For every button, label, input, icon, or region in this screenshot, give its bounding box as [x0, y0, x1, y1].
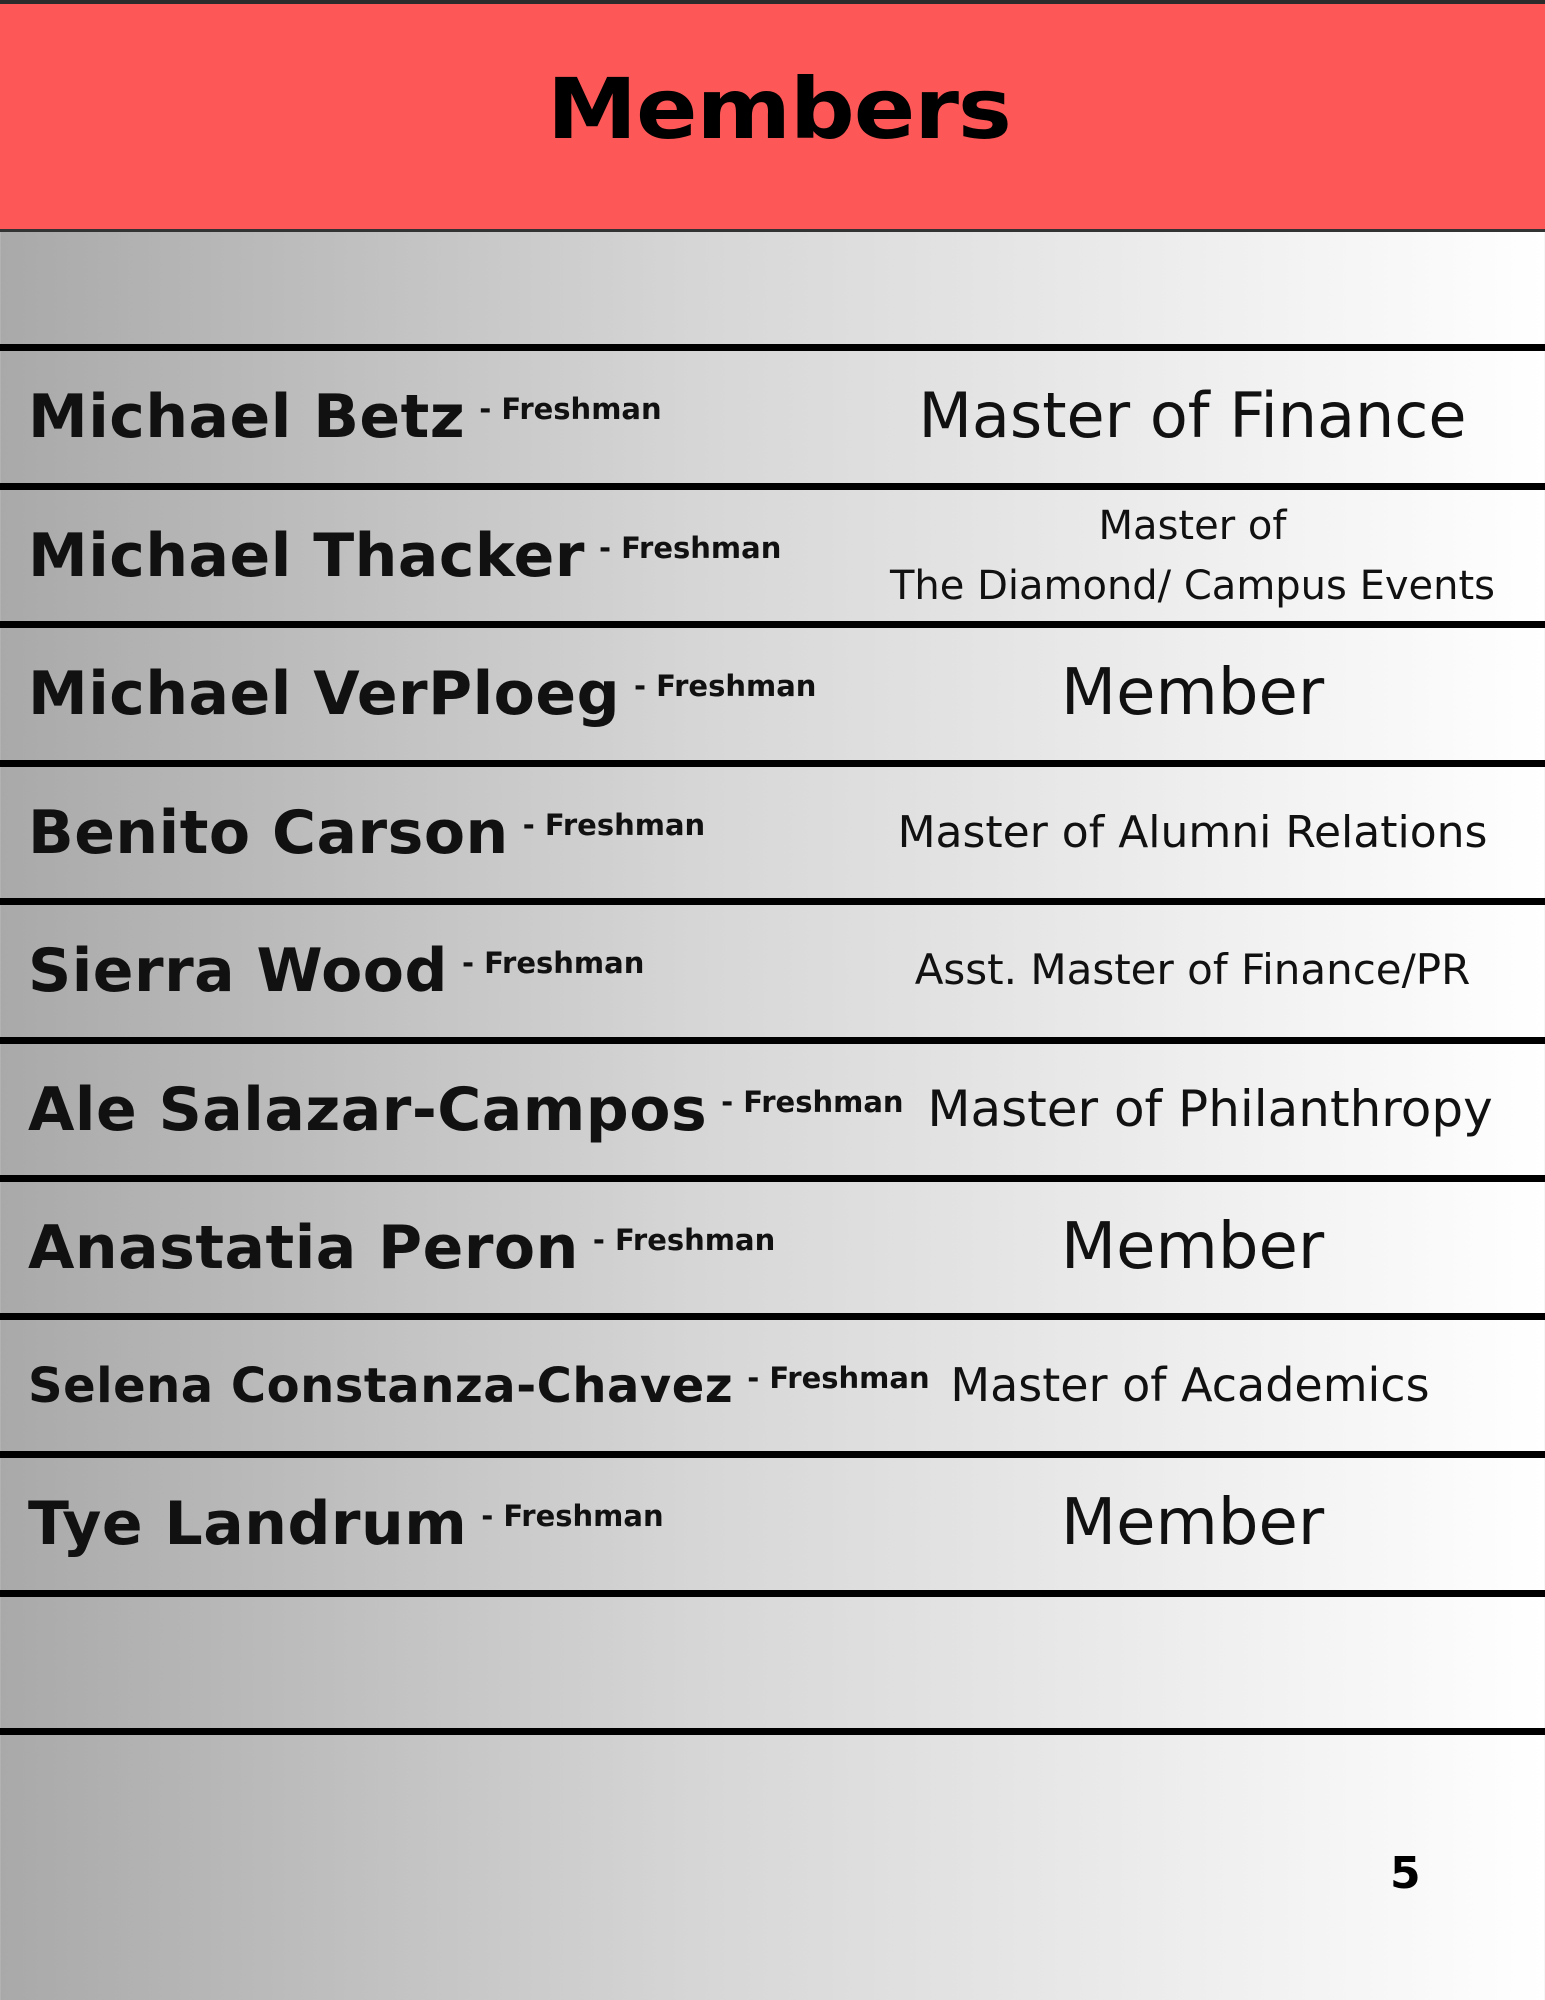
row-divider: [0, 621, 1545, 628]
member-name: Sierra Wood: [28, 935, 448, 1006]
member-row: [0, 905, 1545, 1036]
member-class-year: - Freshman: [461, 945, 645, 980]
row-divider: [0, 1451, 1545, 1458]
member-name: Michael Thacker: [28, 520, 585, 591]
member-row: [0, 628, 1545, 759]
member-row: [0, 1044, 1545, 1175]
member-role: Master of Finance: [918, 379, 1467, 453]
member-name-group: [28, 905, 644, 1036]
member-name-group: [28, 1458, 664, 1589]
member-name: Michael Betz: [28, 381, 466, 452]
member-name: Michael VerPloeg: [28, 658, 621, 729]
member-name: Selena Constanza-Chavez: [28, 1357, 734, 1414]
member-class-year: - Freshman: [592, 1222, 776, 1257]
member-role: Member: [1060, 655, 1325, 730]
member-role: Asst. Master of Finance/PR: [914, 945, 1471, 995]
member-row: [0, 1182, 1545, 1313]
member-row: [0, 767, 1545, 898]
member-name-group: [28, 1044, 904, 1175]
row-divider: [0, 344, 1545, 351]
member-role: Master of Philanthropy: [927, 1080, 1493, 1138]
member-row: [0, 490, 1545, 621]
member-name-group: [28, 490, 781, 621]
row-divider: [0, 760, 1545, 767]
row-divider: [0, 898, 1545, 905]
member-class-year: - Freshman: [721, 1084, 904, 1119]
row-divider: [0, 483, 1545, 490]
member-class-year: - Freshman: [598, 530, 782, 565]
member-name-group: [28, 1182, 775, 1313]
member-class-year: - Freshman: [634, 668, 817, 703]
member-row: [0, 1458, 1545, 1589]
member-role: Member: [1060, 1485, 1325, 1560]
member-row: [0, 351, 1545, 482]
member-role: Member: [1060, 1209, 1325, 1284]
row-divider: [0, 1728, 1545, 1735]
member-name-group: [28, 351, 662, 482]
member-name: Tye Landrum: [28, 1488, 468, 1559]
member-role: Master of The Diamond/ Campus Events: [889, 502, 1496, 609]
row-divider: [0, 1590, 1545, 1597]
member-role: Master of Academics: [950, 1357, 1430, 1412]
member-class-year: - Freshman: [747, 1360, 930, 1395]
member-name-group: [28, 628, 816, 759]
member-row: [0, 1320, 1545, 1451]
member-class-year: - Freshman: [479, 391, 662, 426]
member-role: Master of Alumni Relations: [897, 806, 1488, 858]
row-divider: [0, 1037, 1545, 1044]
member-class-year: - Freshman: [522, 807, 706, 842]
member-name-group: [28, 767, 705, 898]
member-name-group: [28, 1320, 930, 1451]
row-divider: [0, 1175, 1545, 1182]
member-class-year: - Freshman: [481, 1498, 664, 1533]
page-header-banner: [0, 4, 1545, 232]
page-title: Members: [546, 59, 1011, 158]
member-name: Ale Salazar-Campos: [28, 1074, 708, 1145]
member-name: Anastatia Peron: [28, 1212, 579, 1283]
member-name: Benito Carson: [28, 797, 509, 868]
row-divider: [0, 1313, 1545, 1320]
page-number: 5: [1390, 1848, 1421, 1899]
